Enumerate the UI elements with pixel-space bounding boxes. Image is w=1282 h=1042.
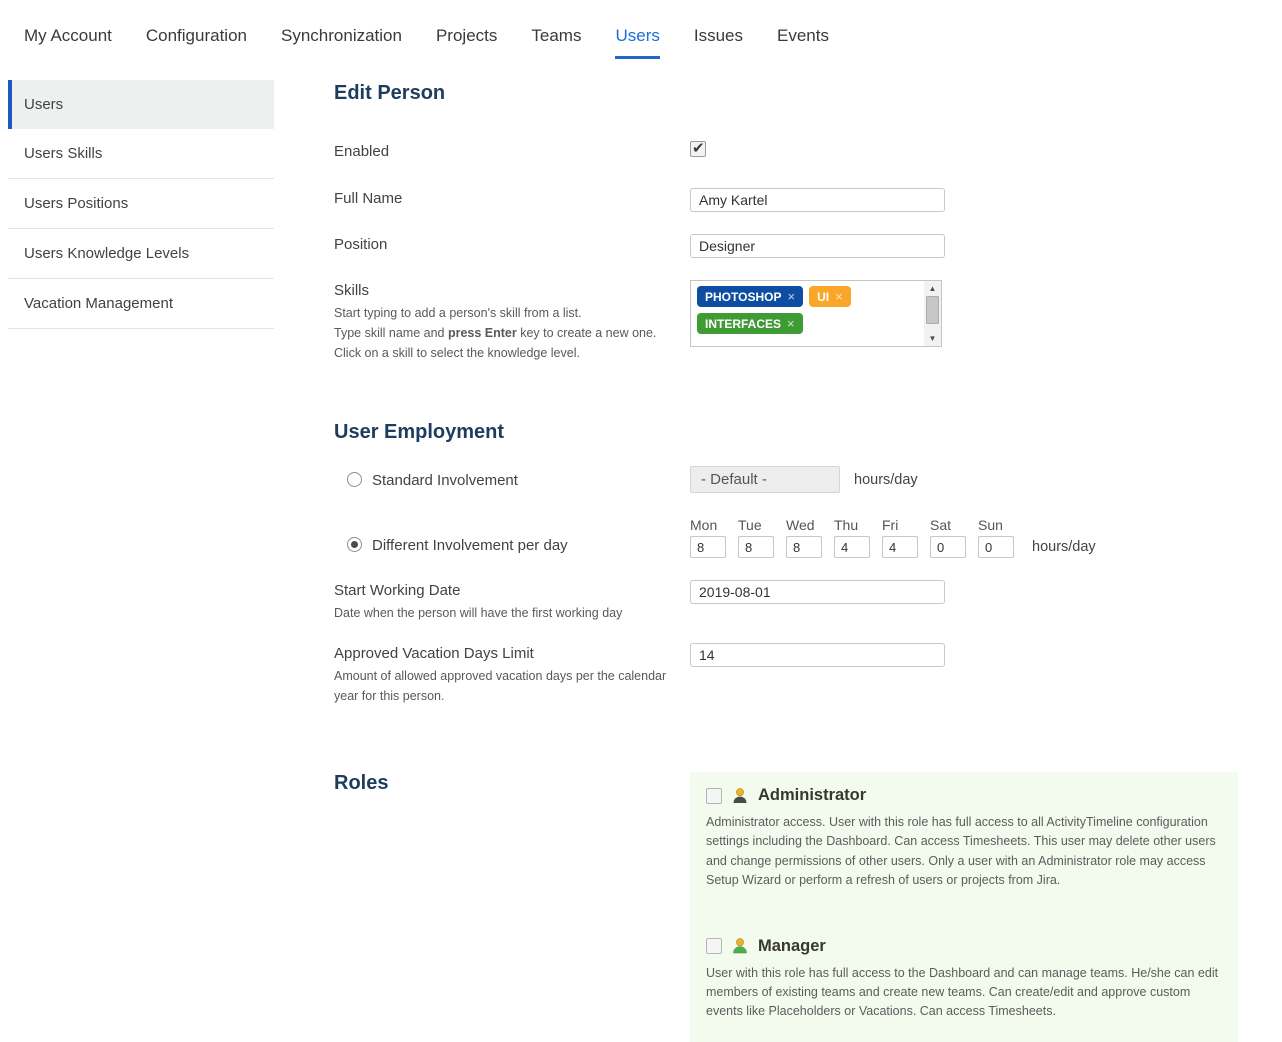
standard-hours-input[interactable]	[690, 466, 840, 493]
manager-role-title: Manager	[758, 936, 826, 955]
sidebar-item-users[interactable]: Users	[8, 80, 274, 129]
remove-skill-icon[interactable]: ×	[787, 289, 796, 304]
skills-input-box[interactable]	[690, 280, 942, 347]
different-involvement-radio[interactable]	[347, 537, 362, 552]
skills-label: Skills	[334, 282, 370, 299]
different-involvement-label: Different Involvement per day	[372, 537, 568, 554]
skill-tag-interfaces[interactable]: INTERFACES ×	[697, 313, 803, 334]
skills-scrollbar[interactable]	[924, 281, 941, 346]
enabled-label: Enabled	[334, 143, 390, 160]
administrator-role-description: Administrator access. User with this role has full access to all ActivityTimeline configuration settings including the Dashboard. Can access Timesheets. This user may delete other users and change permissions of other users. Only a user with an Administrator role may access Setup Wizard or perform a refresh of users or projects from Jira.	[706, 815, 1216, 888]
day-label-fri: Fri	[882, 517, 899, 533]
position-label: Position	[334, 236, 388, 253]
settings-sidebar	[0, 80, 274, 329]
hours-per-day-label: hours/day	[1032, 539, 1096, 555]
skills-help-2: Type skill name and press Enter key to create a new one.	[334, 326, 657, 340]
day-label-thu: Thu	[834, 517, 859, 533]
sidebar-item-users-skills[interactable]: Users Skills	[8, 129, 274, 179]
nav-projects[interactable]: Projects	[435, 26, 498, 45]
roles-panel	[690, 772, 1238, 1042]
hours-per-day-label: hours/day	[854, 471, 918, 488]
enabled-checkbox[interactable]	[690, 141, 706, 157]
skill-tag-ui[interactable]: UI ×	[809, 286, 851, 307]
hours-input-thu[interactable]	[834, 536, 870, 558]
day-label-mon: Mon	[690, 517, 718, 533]
scroll-up-icon[interactable]: ▲	[928, 284, 937, 293]
sidebar-item-users-positions[interactable]: Users Positions	[8, 179, 274, 229]
hours-input-mon[interactable]	[690, 536, 726, 558]
edit-person-form	[334, 80, 1282, 1042]
nav-issues[interactable]: Issues	[693, 26, 744, 45]
standard-involvement-label: Standard Involvement	[372, 472, 518, 489]
remove-skill-icon[interactable]: ×	[787, 316, 795, 331]
scrollbar-thumb[interactable]	[926, 296, 939, 324]
user-employment-heading: User Employment	[334, 421, 505, 443]
manager-role-description: User with this role has full access to the Dashboard and can manage teams. He/she can edit members of existing teams and create new teams. Can create/edit and approve custom events like Placeholders or Vacations. Can access Timesheets.	[706, 965, 1219, 1019]
nav-users[interactable]: Users	[615, 26, 659, 59]
nav-configuration[interactable]: Configuration	[145, 26, 247, 45]
top-navigation	[0, 0, 1282, 59]
vacation-days-limit-help: Amount of allowed approved vacation days per the calendar year for this person.	[334, 669, 667, 703]
role-administrator	[706, 786, 1220, 891]
remove-skill-icon[interactable]: ×	[835, 289, 843, 304]
manager-person-icon	[731, 937, 749, 955]
full-name-label: Full Name	[334, 190, 403, 207]
nav-events[interactable]: Events	[777, 26, 829, 45]
vacation-days-limit-input[interactable]	[690, 643, 945, 667]
sidebar-item-users-knowledge-levels[interactable]: Users Knowledge Levels	[8, 229, 274, 279]
scroll-down-icon[interactable]: ▼	[928, 334, 937, 343]
day-label-sun: Sun	[978, 517, 1003, 533]
hours-input-sun[interactable]	[978, 536, 1014, 558]
page-title: Edit Person	[334, 82, 446, 104]
administrator-checkbox[interactable]	[706, 788, 722, 804]
standard-involvement-radio[interactable]	[347, 472, 362, 487]
full-name-input[interactable]	[690, 188, 945, 212]
hours-input-wed[interactable]	[786, 536, 822, 558]
role-manager	[706, 937, 1220, 1022]
content-area	[0, 80, 1282, 1042]
skills-help-3: Click on a skill to select the knowledge level.	[334, 346, 580, 360]
start-working-date-input[interactable]	[690, 580, 945, 604]
skill-tag-photoshop[interactable]: PHOTOSHOP ×	[697, 286, 803, 307]
sidebar-item-vacation-management[interactable]: Vacation Management	[8, 279, 274, 329]
start-working-date-help: Date when the person will have the first working day	[334, 606, 623, 620]
day-label-tue: Tue	[738, 517, 762, 533]
position-input[interactable]	[690, 234, 945, 258]
start-working-date-label: Start Working Date	[334, 582, 461, 599]
nav-teams[interactable]: Teams	[531, 26, 582, 45]
manager-checkbox[interactable]	[706, 938, 722, 954]
hours-input-fri[interactable]	[882, 536, 918, 558]
administrator-role-title: Administrator	[758, 786, 867, 804]
day-label-sat: Sat	[930, 517, 952, 533]
administrator-person-icon	[731, 787, 749, 805]
vacation-days-limit-label: Approved Vacation Days Limit	[334, 645, 534, 662]
roles-heading: Roles	[334, 772, 389, 794]
hours-input-tue[interactable]	[738, 536, 774, 558]
skills-help-1: Start typing to add a person's skill from a list.	[334, 306, 582, 320]
nav-my-account[interactable]: My Account	[24, 26, 112, 45]
day-label-wed: Wed	[786, 517, 815, 533]
hours-input-sat[interactable]	[930, 536, 966, 558]
nav-synchronization[interactable]: Synchronization	[281, 26, 402, 45]
